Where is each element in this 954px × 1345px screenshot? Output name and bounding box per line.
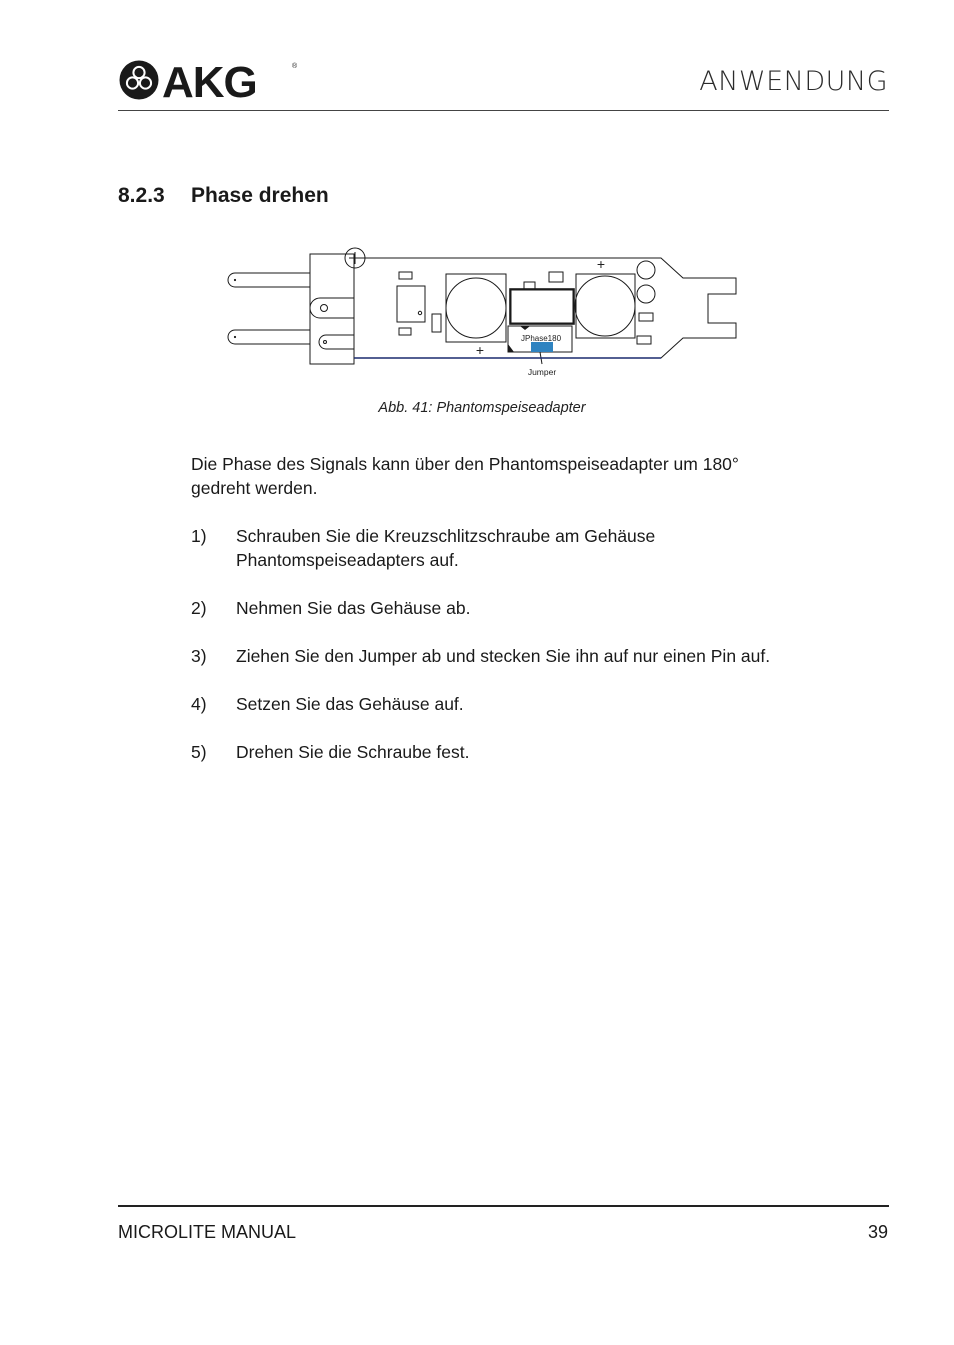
step-number: 5) (191, 742, 207, 762)
plus-label-top: + (596, 256, 606, 272)
page-number: 39 (867, 1222, 888, 1242)
step-text: Drehen Sie die Schraube fest. (236, 742, 470, 762)
intro-paragraph: Die Phase des Signals kann über den Phantomspeiseadapter um 180° gedreht werden. (191, 454, 739, 498)
jumper-icon (531, 342, 553, 352)
jumper-label: Jumper (527, 367, 557, 377)
step-text: Nehmen Sie das Gehäuse ab. (236, 598, 471, 618)
heading-title: Phase drehen (191, 184, 329, 207)
jphase-label: JPhase180 (520, 334, 562, 343)
instruction-steps (191, 524, 791, 788)
section-heading (118, 184, 329, 208)
step-text: Ziehen Sie den Jumper ab und stecken Sie ihn auf nur einen Pin auf. (236, 646, 771, 666)
footer-divider (118, 1205, 889, 1207)
section-title: ANWENDUNG (699, 66, 888, 97)
step-text: Schrauben Sie die Kreuzschlitzschraube am Gehäuse Phantomspeiseadapters auf. (236, 526, 656, 570)
manual-name: MICROLITE MANUAL (118, 1222, 297, 1242)
step-item (191, 644, 791, 668)
step-number: 4) (191, 694, 207, 714)
svg-text:AKG: AKG (162, 58, 257, 102)
svg-text:®: ® (292, 63, 298, 70)
step-item (191, 524, 791, 572)
phantom-adapter-diagram (226, 246, 740, 381)
step-text: Setzen Sie das Gehäuse auf. (236, 694, 464, 714)
step-item (191, 692, 791, 716)
akg-emblem-icon (120, 61, 159, 100)
step-number: 2) (191, 598, 207, 618)
step-number: 3) (191, 646, 207, 666)
heading-number: 8.2.3 (118, 184, 165, 207)
plus-label-bottom: + (475, 342, 485, 358)
figure-caption: Abb. 41: Phantomspeiseadapter (378, 400, 586, 416)
step-number: 1) (191, 526, 207, 546)
akg-logo (118, 58, 300, 102)
step-item (191, 596, 791, 620)
header-divider (118, 110, 889, 111)
step-item (191, 740, 791, 764)
